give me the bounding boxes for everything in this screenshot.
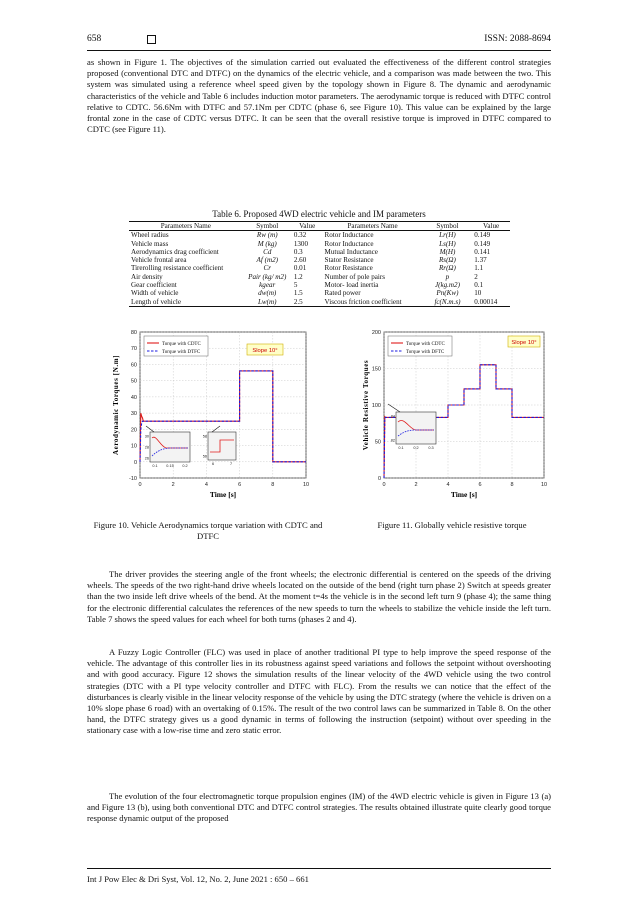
inset-x-tick: 0.2 [182, 464, 188, 468]
table-cell: 1.1 [474, 264, 484, 273]
y-tick-label: 80 [130, 330, 137, 336]
table-row [129, 231, 510, 240]
intro-paragraph: as shown in Figure 1. The objectives of the simulation carried out evaluated the effectiveness of the different control strategies proposed (conventional DTC and DTFC) on the dynamics of the electric vehicle, and a comparison was made between the two. This system was simulated using a reference wheel speed given by the topology shown in Figure 8. The dynamic and aerodynamic characteristics of the vehicle and Table 6 includes induction motor parameters. The aerodynamic torque is reduced with DTFC control relative to CDTC. 56.6Nm with DTFC and 57.1Nm per CDTC (phase 6, see Figure 10). This value can be explained by the large frontal zone in the case of CDTC versus DTFC. It can be seen that the overall resistive torque is improved in DTFC compared to CDTC (see Figure 11). [87, 57, 551, 135]
inset-x-tick: 0.15 [166, 464, 174, 468]
table-cell: Number of pole pairs [324, 272, 386, 281]
table-cell: fc(N.m.s) [423, 298, 473, 307]
y-tick-label: 50 [130, 378, 137, 385]
table-cell: Length of vehicle [129, 298, 243, 307]
inset-y-tick: 28 [144, 445, 149, 450]
y-tick-label: 100 [371, 403, 381, 409]
table-cell: Air density [131, 272, 163, 281]
y-tick-label: 60 [130, 362, 137, 369]
table-cell: 1.37 [474, 256, 487, 265]
x-tick-label: 10 [540, 482, 548, 488]
table-cell: 10 [474, 289, 482, 298]
table-cell: Af (m2) [256, 256, 278, 265]
table-cell: Rw (m) [256, 231, 278, 240]
table-cell: Rotor Resistance [324, 264, 373, 273]
footer-citation: Int J Pow Elec & Dri Syst, Vol. 12, No. 2, June 2021 : 650 – 661 [87, 874, 309, 884]
zoom-inset [208, 432, 236, 460]
x-tick-label: 10 [302, 482, 310, 488]
inset-x-tick: 7 [229, 462, 233, 466]
inset-y-tick: 30 [144, 434, 149, 439]
x-tick-label: 4 [446, 482, 450, 488]
zoom-inset [150, 432, 190, 462]
table-cell: 0.149 [474, 239, 491, 248]
table-cell: 0.3 [293, 247, 303, 256]
running-header [87, 34, 551, 48]
col-header: Symbol [243, 222, 292, 231]
legend-label: Torque with CDTC [162, 342, 201, 347]
table-header-row [129, 222, 510, 231]
table-row [129, 240, 510, 248]
x-tick-label: 8 [271, 482, 275, 488]
table-row [129, 298, 510, 307]
table-cell: 0.149 [474, 231, 491, 240]
table-cell: 0.141 [474, 247, 491, 256]
y-tick-label: 70 [130, 346, 137, 353]
table-body [129, 231, 510, 307]
x-tick-label: 6 [238, 482, 242, 488]
table-row [129, 289, 510, 297]
table-cell: Vehicle frontal area [131, 256, 187, 265]
inset-x-tick: 0.1 [398, 446, 404, 450]
table-cell: 0.01 [293, 264, 307, 273]
table-cell: 1.2 [293, 272, 303, 281]
inset-y-tick: 58 [202, 434, 207, 439]
figure-10-chart [108, 324, 322, 500]
col-header: Value [472, 222, 510, 231]
table-cell: Ls(H) [439, 239, 456, 248]
x-tick-label: 4 [204, 482, 208, 488]
table-cell: Tirerolling resistance coefficient [131, 264, 224, 273]
table-cell: Aerodynamics drag coefficient [131, 247, 219, 256]
table-cell: Stator Resistance [324, 256, 374, 265]
parameters-table [129, 221, 510, 307]
table-cell: 0.32 [293, 231, 307, 240]
y-axis-label: Vehicle Resistive Torques [362, 359, 370, 451]
inset-y-tick: 26 [144, 456, 149, 461]
table-cell: Cr [263, 264, 271, 273]
x-axis-label: Time [s] [450, 490, 478, 499]
table-cell: Width of vehicle [131, 289, 179, 298]
issn-label: ISSN: 2088-8694 [484, 34, 551, 44]
table-row [129, 281, 510, 289]
table-cell: Rr(Ω) [438, 264, 456, 273]
table-cell: Viscous friction coefficient [323, 298, 423, 307]
inset-x-tick: 0.2 [413, 446, 419, 450]
body-paragraph: The evolution of the four electromagnetic torque propulsion engines (IM) of the 4WD electric vehicle is given in Figure 13 (a) and Figure 13 (b), using both conventional DTC and DTFC control strategies. The results obtained illustrate quite clearly good torque response dynamic output of the proposed [87, 791, 551, 824]
legend-label: Torque with CDTC [406, 342, 445, 347]
table-row [129, 256, 510, 264]
table-cell: 0.00014 [472, 298, 510, 307]
table-cell: Vehicle mass [131, 239, 169, 248]
x-tick-label: 2 [414, 482, 418, 488]
table-row [129, 264, 510, 272]
table-cell: Rotor Inductance [324, 231, 374, 240]
slope-annotation: Slope 10° [252, 348, 278, 354]
table-cell: M(H) [439, 247, 456, 256]
figure-11-chart [360, 324, 550, 500]
x-axis-label: Time [s] [209, 490, 237, 499]
legend-label: Torque with DTFC [162, 350, 201, 355]
table-cell: Gear coefficient [131, 281, 177, 290]
table-cell: 2.5 [292, 298, 323, 307]
body-paragraph: The driver provides the steering angle of the front wheels; the electronic differential is centered on the speeds of the driving wheels. The speeds of the two right-hand drive wheels located on the outside of the bend (right turn phase 2) Switch at speeds greater than the two inside left drive wheels of the bend. At the moment t=4s the vehicle is in the second left turn 9 (phase 4); the same thing for the electronic differential calculates the references of the new speeds to turn the wheels to stabilize the vehicle inside the left turn. Table 7 shows the speed values for each wheel for both turns (phases 2 and 4). [87, 569, 551, 624]
table-cell: Mutual Inductance [324, 247, 378, 256]
table-cell: p [445, 272, 450, 281]
table-cell: 2 [474, 272, 478, 281]
table-cell: kgear [259, 281, 276, 290]
inset-x-tick: 0.3 [428, 446, 434, 450]
table-cell: Pair (kg/ m2) [248, 272, 287, 281]
inset-x-tick: 0.1 [152, 464, 158, 468]
col-header: Parameters Name [323, 222, 423, 231]
inset-y-tick: 56 [202, 454, 207, 459]
x-tick-label: 0 [138, 482, 142, 488]
table-cell: 1.5 [293, 289, 303, 298]
checkbox-glyph-icon [147, 35, 156, 44]
table-caption: Table 6. Proposed 4WD electric vehicle and IM parameters [212, 209, 426, 219]
inset-x-tick: 6 [211, 462, 215, 466]
zoom-inset [396, 412, 436, 444]
table-cell: Rotor Inductance [324, 239, 374, 248]
body-paragraph: A Fuzzy Logic Controller (FLC) was used in place of another traditional PI type to help improve the speed response of the vehicle. The advantage of this controller lies in its robustness against speed variations and follows the setpoint without overshooting and with good accuracy. Figure 12 shows the simulation results of the linear velocity of the 4WD vehicle using the two control strategies (DTC with a PI type velocity controller and DTFC with FLC). From the results we can notice that the effect of the disturbances is clearly visible in the linear velocity response of the vehicle by using the DTC strategy (where the vehicle is driven on a 10% slope phase 6 road) with an overtaking of 0.15%. The result of the two control laws can be summarized in Table 8. On the other hand, the DTFC strategy gives us a good dynamic in terms of following the instruction (setpoint) without over speeding in the stationary case with a low-rise time and zero static error. [87, 647, 551, 736]
y-tick-label: 200 [371, 330, 381, 336]
y-tick-label: 0 [377, 476, 381, 482]
y-tick-label: 0 [133, 459, 137, 466]
table-cell: Pn(Kw) [436, 289, 459, 298]
header-rule [87, 50, 551, 51]
table-cell: Rs(Ω) [438, 256, 456, 265]
table-cell: 1300 [293, 239, 309, 248]
table-cell: 0.1 [474, 281, 484, 290]
table-cell: Lr(H) [439, 231, 456, 240]
table-cell: Cd [263, 247, 272, 256]
y-tick-label: 30 [130, 411, 137, 418]
col-header: Value [292, 222, 323, 231]
table-row [129, 273, 510, 281]
inset-y-tick: 84 [390, 414, 395, 419]
slope-annotation: Slope 10° [511, 340, 537, 346]
table-cell: dw(m) [258, 289, 277, 298]
table-cell: M (kg) [257, 239, 277, 248]
y-tick-label: 20 [130, 427, 137, 434]
y-tick-label: 40 [130, 394, 137, 401]
y-tick-label: -10 [129, 476, 137, 482]
col-header: Parameters Name [129, 222, 243, 231]
legend-label: Torque with DFTC [406, 350, 445, 355]
col-header: Symbol [423, 222, 473, 231]
figure-11-caption: Figure 11. Globally vehicle resistive torque [377, 520, 527, 530]
y-tick-label: 50 [374, 439, 381, 446]
x-tick-label: 8 [510, 482, 514, 488]
x-tick-label: 2 [171, 482, 175, 488]
y-tick-label: 10 [130, 443, 137, 450]
table-cell: Motor- load inertia [324, 281, 379, 290]
x-tick-label: 0 [382, 482, 386, 488]
table-cell: Wheel radius [131, 231, 169, 240]
y-axis-label: Aerodynamic Torques [N.m] [112, 354, 120, 456]
figure-10-caption: Figure 10. Vehicle Aerodynamics torque variation with CDTC and DTFC [93, 520, 323, 541]
page-number: 658 [87, 34, 102, 44]
y-tick-label: 150 [371, 366, 381, 373]
table-cell: J(kg.m2) [434, 281, 460, 290]
table-cell: Lw(m) [243, 298, 292, 307]
table-row [129, 248, 510, 256]
table-cell: Rated power [324, 289, 361, 298]
footer-rule [87, 868, 551, 869]
table-cell: 2.60 [293, 256, 307, 265]
table-cell: 5 [293, 281, 298, 290]
inset-y-tick: 82 [390, 438, 395, 443]
x-tick-label: 6 [478, 482, 482, 488]
